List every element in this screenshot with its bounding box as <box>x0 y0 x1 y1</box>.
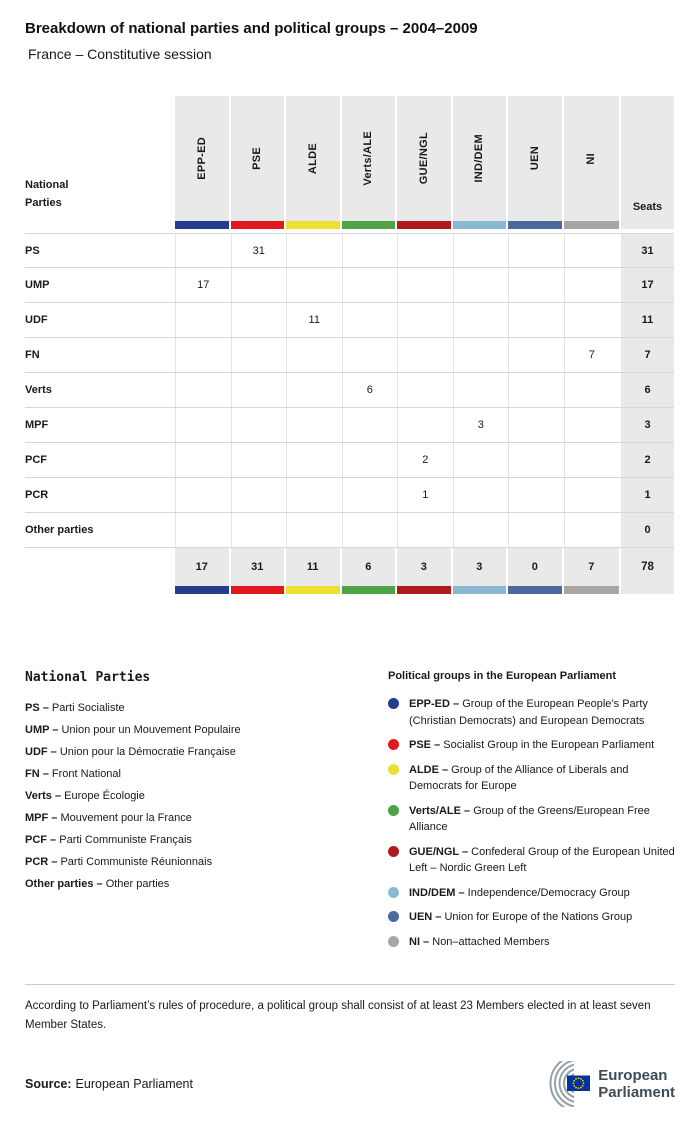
value-cell-ump-gue-ngl <box>397 268 453 302</box>
legend-group-abbr: ALDE – <box>409 763 449 776</box>
table-row-pcf <box>25 443 674 478</box>
legend-party-item: FN – Front National <box>25 768 121 780</box>
value-cell-ps-ni <box>564 234 620 267</box>
table-row-udf <box>25 303 674 338</box>
legend-party-item: UDF – Union pour la Démocratie Française <box>25 746 236 758</box>
value-cell-ps-gue-ngl <box>397 234 453 267</box>
value-cell-ps-verts-ale <box>342 234 398 267</box>
value-cell-pcr-uen <box>508 478 564 512</box>
column-header-gue-ngl <box>397 96 453 221</box>
legend-group-item <box>388 696 675 729</box>
value-cell-pcr-gue-ngl: 1 <box>397 478 453 512</box>
party-name: MPF <box>25 419 49 431</box>
value-cell-udf-epp-ed <box>175 303 231 337</box>
value-cell-ump-ni <box>564 268 620 302</box>
legend-party-item: PCF – Parti Communiste Français <box>25 834 192 846</box>
column-header-label: GUE/NGL <box>417 132 430 185</box>
value-cell-verts-pse <box>231 373 287 407</box>
value-cell-pcr-ind-dem <box>453 478 509 512</box>
value-cell-fn-ind-dem <box>453 338 509 372</box>
legend-group-item <box>388 844 675 877</box>
legend-party-abbr: UMP – <box>25 724 59 736</box>
ep-logo-text <box>598 1067 675 1102</box>
national-parties-legend-title: National Parties <box>25 670 151 685</box>
column-header-ind-dem <box>453 96 509 221</box>
seats-cell: 17 <box>621 268 674 302</box>
legend-party-abbr: PCR – <box>25 856 58 868</box>
ep-logo-text-line: European <box>598 1066 668 1084</box>
value-cell-pcf-epp-ed <box>175 443 231 477</box>
bars-left-empty <box>25 221 175 229</box>
value-cell-fn-verts-ale <box>342 338 398 372</box>
group-color-dot <box>388 805 399 816</box>
color-bar-ind-dem <box>453 586 509 594</box>
legend-group-text: ALDE – Group of the Alliance of Liberals and Democrats for Europe <box>409 763 629 792</box>
value-cell-verts-verts-ale: 6 <box>342 373 398 407</box>
color-bar-uen <box>508 586 564 594</box>
value-cell-fn-epp-ed <box>175 338 231 372</box>
color-bar-pse <box>231 221 287 229</box>
value-cell-mpf-gue-ngl <box>397 408 453 442</box>
legend-party-item: Verts – Europe Écologie <box>25 790 145 802</box>
value-cell-mpf-epp-ed <box>175 408 231 442</box>
column-header-pse <box>231 96 287 221</box>
value-cell-udf-pse <box>231 303 287 337</box>
footnote: According to Parliament’s rules of procedure, a political group shall consist of at least 23 Members elected in at least seven Member States. <box>25 1000 651 1031</box>
value-cell-verts-ind-dem <box>453 373 509 407</box>
table-row-fn <box>25 338 674 373</box>
legend-group-abbr: PSE – <box>409 739 441 751</box>
legend-group-item <box>388 885 675 902</box>
footnote-divider <box>25 984 675 985</box>
value-cell-ump-uen <box>508 268 564 302</box>
legend-group-item <box>388 803 675 836</box>
column-header-label: IND/DEM <box>473 134 486 183</box>
column-header-uen <box>508 96 564 221</box>
value-cell-other-parties-ind-dem <box>453 513 509 547</box>
value-cell-udf-gue-ngl <box>397 303 453 337</box>
color-bar-verts-ale <box>342 586 398 594</box>
legend-group-item <box>388 737 675 754</box>
party-name: Verts <box>25 384 52 396</box>
color-bar-epp-ed <box>175 221 231 229</box>
value-cell-ps-alde <box>286 234 342 267</box>
value-cell-ps-ind-dem <box>453 234 509 267</box>
legend-group-text: PSE – Socialist Group in the European Parliament <box>409 739 655 751</box>
seats-cell: 11 <box>621 303 674 337</box>
column-header-label: UEN <box>528 146 541 171</box>
seats-column-header: Seats <box>621 96 674 221</box>
value-cell-fn-ni: 7 <box>564 338 620 372</box>
table-header-row <box>25 96 674 221</box>
color-bar-pse <box>231 586 287 594</box>
group-color-bars-bottom <box>25 586 674 594</box>
color-bar-verts-ale <box>342 221 398 229</box>
value-cell-other-parties-gue-ngl <box>397 513 453 547</box>
ep-hemicycle-icon <box>526 1061 590 1107</box>
value-cell-pcr-epp-ed <box>175 478 231 512</box>
value-cell-pcr-ni <box>564 478 620 512</box>
color-bar-uen <box>508 221 564 229</box>
value-cell-mpf-ind-dem: 3 <box>453 408 509 442</box>
color-bar-ni <box>564 221 620 229</box>
value-cell-udf-ind-dem <box>453 303 509 337</box>
total-cell-pse: 31 <box>231 548 287 586</box>
value-cell-ps-pse: 31 <box>231 234 287 267</box>
party-name: PCF <box>25 454 47 466</box>
legend-group-text: IND/DEM – Independence/Democracy Group <box>409 886 630 899</box>
value-cell-udf-alde: 11 <box>286 303 342 337</box>
color-bar-gue-ngl <box>397 586 453 594</box>
value-cell-mpf-alde <box>286 408 342 442</box>
legend-group-item <box>388 909 675 926</box>
legend-party-abbr: PS – <box>25 702 49 714</box>
party-name: Other parties <box>25 524 94 536</box>
value-cell-ps-epp-ed <box>175 234 231 267</box>
total-cell-gue-ngl: 3 <box>397 548 453 586</box>
value-cell-udf-uen <box>508 303 564 337</box>
seats-cell: 7 <box>621 338 674 372</box>
value-cell-verts-gue-ngl <box>397 373 453 407</box>
bars-left-empty <box>25 586 175 594</box>
legend-group-text: EPP-ED – Group of the European People’s Party (Christian Democrats) and European Democrats <box>409 698 648 727</box>
political-groups-legend <box>388 670 675 958</box>
column-header-label: ALDE <box>306 142 319 175</box>
value-cell-other-parties-epp-ed <box>175 513 231 547</box>
legend-group-abbr: Verts/ALE – <box>409 804 471 817</box>
legend-group-text: UEN – Union for Europe of the Nations Group <box>409 911 633 923</box>
table-row-pcr <box>25 478 674 513</box>
legend-party-abbr: Verts – <box>25 790 62 802</box>
table-row-verts <box>25 373 674 408</box>
total-cell-alde: 11 <box>286 548 342 586</box>
color-bar-gue-ngl <box>397 221 453 229</box>
ep-logo-text-line: Parliament <box>598 1083 675 1101</box>
legend-party-item: PCR – Parti Communiste Réunionnais <box>25 856 213 868</box>
group-color-dot <box>388 936 399 947</box>
legend-group-abbr: EPP-ED – <box>409 698 460 710</box>
legend-party-abbr: MPF – <box>25 812 58 824</box>
value-cell-mpf-verts-ale <box>342 408 398 442</box>
total-cell-ind-dem: 3 <box>453 548 509 586</box>
value-cell-ump-ind-dem <box>453 268 509 302</box>
table-row-other-parties <box>25 513 674 548</box>
totals-row <box>25 548 674 586</box>
value-cell-ump-verts-ale <box>342 268 398 302</box>
value-cell-pcf-pse <box>231 443 287 477</box>
party-name: UDF <box>25 314 48 326</box>
seats-cell: 6 <box>621 373 674 407</box>
legend-group-abbr: UEN – <box>409 911 442 923</box>
legend-group-abbr: IND/DEM – <box>409 886 465 899</box>
page-subtitle: France – Constitutive session <box>28 46 212 62</box>
column-header-ni <box>564 96 620 221</box>
value-cell-mpf-pse <box>231 408 287 442</box>
source <box>25 1077 193 1091</box>
column-header-alde <box>286 96 342 221</box>
value-cell-verts-uen <box>508 373 564 407</box>
value-cell-pcf-ni <box>564 443 620 477</box>
group-color-bars-top <box>25 221 674 229</box>
party-name: PCR <box>25 489 49 501</box>
page-title: Breakdown of national parties and political groups – 2004–2009 <box>25 20 478 37</box>
value-cell-pcr-alde <box>286 478 342 512</box>
legend-group-abbr: NI – <box>409 935 430 948</box>
seats-cell: 1 <box>621 478 674 512</box>
color-bar-alde <box>286 586 342 594</box>
legend-party-abbr: Other parties – <box>25 878 103 890</box>
legend-group-text: Verts/ALE – Group of the Greens/European Free Alliance <box>409 804 650 833</box>
corner-label <box>25 96 175 221</box>
column-header-label: EPP-ED <box>195 137 208 180</box>
european-parliament-logo <box>526 1061 675 1107</box>
totals-left-empty <box>25 548 175 586</box>
value-cell-ump-epp-ed: 17 <box>175 268 231 302</box>
value-cell-mpf-uen <box>508 408 564 442</box>
value-cell-pcf-ind-dem <box>453 443 509 477</box>
legend-group-abbr: GUE/NGL – <box>409 845 469 858</box>
value-cell-udf-verts-ale <box>342 303 398 337</box>
political-groups-legend-title: Political groups in the European Parliament <box>388 670 616 682</box>
national-parties-legend-list <box>25 697 388 895</box>
value-cell-mpf-ni <box>564 408 620 442</box>
legend-party-abbr: PCF – <box>25 834 57 846</box>
group-color-dot <box>388 887 399 898</box>
value-cell-other-parties-pse <box>231 513 287 547</box>
column-header-epp-ed <box>175 96 231 221</box>
value-cell-pcf-verts-ale <box>342 443 398 477</box>
total-cell-verts-ale: 6 <box>342 548 398 586</box>
legend-section <box>25 670 675 958</box>
legend-party-item: UMP – Union pour un Mouvement Populaire <box>25 724 241 736</box>
group-color-dot <box>388 911 399 922</box>
value-cell-other-parties-ni <box>564 513 620 547</box>
value-cell-other-parties-alde <box>286 513 342 547</box>
value-cell-verts-ni <box>564 373 620 407</box>
legend-party-item: PS – Parti Socialiste <box>25 702 125 714</box>
parties-groups-table <box>25 96 674 594</box>
seats-cell: 2 <box>621 443 674 477</box>
value-cell-ump-pse <box>231 268 287 302</box>
color-bar-ind-dem <box>453 221 509 229</box>
value-cell-ps-uen <box>508 234 564 267</box>
value-cell-fn-gue-ngl <box>397 338 453 372</box>
value-cell-pcf-uen <box>508 443 564 477</box>
total-cell-uen: 0 <box>508 548 564 586</box>
value-cell-pcr-verts-ale <box>342 478 398 512</box>
table-row-ps <box>25 233 674 268</box>
corner-label-line: Parties <box>25 197 62 210</box>
legend-group-text: NI – Non–attached Members <box>409 935 550 948</box>
group-color-dot <box>388 698 399 709</box>
seats-cell: 31 <box>621 234 674 267</box>
column-header-label: PSE <box>251 147 264 170</box>
table-row-ump <box>25 268 674 303</box>
color-bar-alde <box>286 221 342 229</box>
party-name: PS <box>25 244 40 257</box>
total-seats-cell: 78 <box>621 548 674 586</box>
column-header-verts-ale <box>342 96 398 221</box>
value-cell-verts-alde <box>286 373 342 407</box>
seats-column-fill <box>621 221 674 229</box>
table-row-mpf <box>25 408 674 443</box>
column-header-label: NI <box>585 152 598 165</box>
legend-group-item <box>388 934 675 951</box>
party-name: FN <box>25 349 40 361</box>
seats-column-fill <box>621 586 674 594</box>
legend-group-text: GUE/NGL – Confederal Group of the European United Left – Nordic Green Left <box>409 845 675 874</box>
group-color-dot <box>388 764 399 775</box>
column-header-label: Verts/ALE <box>362 131 375 186</box>
value-cell-pcf-gue-ngl: 2 <box>397 443 453 477</box>
national-parties-legend <box>25 670 388 958</box>
legend-party-abbr: FN – <box>25 768 49 780</box>
value-cell-pcr-pse <box>231 478 287 512</box>
value-cell-udf-ni <box>564 303 620 337</box>
value-cell-other-parties-uen <box>508 513 564 547</box>
source-value: European Parliament <box>75 1076 193 1091</box>
legend-party-item: MPF – Mouvement pour la France <box>25 812 192 824</box>
color-bar-epp-ed <box>175 586 231 594</box>
value-cell-fn-uen <box>508 338 564 372</box>
group-color-dot <box>388 846 399 857</box>
total-cell-epp-ed: 17 <box>175 548 231 586</box>
seats-cell: 3 <box>621 408 674 442</box>
footer <box>25 1061 675 1107</box>
value-cell-pcf-alde <box>286 443 342 477</box>
seats-cell: 0 <box>621 513 674 547</box>
corner-label-line: National <box>25 178 69 191</box>
value-cell-ump-alde <box>286 268 342 302</box>
value-cell-other-parties-verts-ale <box>342 513 398 547</box>
color-bar-ni <box>564 586 620 594</box>
legend-group-item <box>388 762 675 795</box>
legend-party-abbr: UDF – <box>25 746 57 758</box>
group-color-dot <box>388 739 399 750</box>
party-name: UMP <box>25 279 50 291</box>
value-cell-fn-pse <box>231 338 287 372</box>
value-cell-verts-epp-ed <box>175 373 231 407</box>
total-cell-ni: 7 <box>564 548 620 586</box>
political-groups-legend-list <box>388 696 675 950</box>
legend-party-item: Other parties – Other parties <box>25 878 170 890</box>
source-label: Source: <box>25 1076 72 1091</box>
value-cell-fn-alde <box>286 338 342 372</box>
